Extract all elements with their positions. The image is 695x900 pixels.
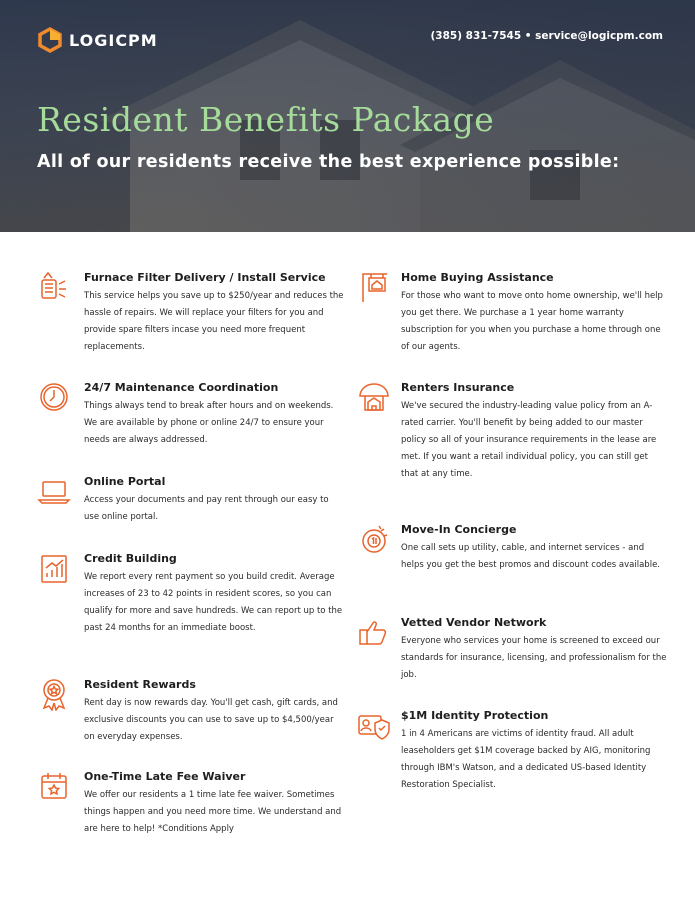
- credit-chart-icon: [37, 551, 71, 585]
- benefit-text: This service helps you save up to $250/year and reduces the hassle of repairs. We will replace your filters for you and provide spare filters incase you need more frequent replacements.: [84, 291, 344, 352]
- thumbs-up-icon: [357, 615, 391, 649]
- page-subtitle: All of our residents receive the best experience possible:: [37, 152, 620, 172]
- benefit-title: Renters Insurance: [401, 381, 515, 394]
- clock-icon: [37, 380, 71, 414]
- benefit-text: Everyone who services your home is screened to exceed our standards for insurance, licensing, and professionalism for the job.: [401, 636, 667, 680]
- benefit-text: We offer our residents a 1 time late fee waiver. Sometimes things happen and you need more time. We understand and are here to help! *Conditions Apply: [84, 790, 342, 834]
- calendar-star-icon: [37, 769, 71, 803]
- benefit-title: One-Time Late Fee Waiver: [84, 770, 246, 783]
- concierge-icon: [357, 522, 391, 556]
- logo-text: LOGICPM: [69, 30, 158, 50]
- benefit-text: We've secured the industry-leading value policy from an A-rated carrier. You'll benefit by being added to our master policy so all of your insurance requirements in the lease are met. If you want a retail individual policy, you can still get that at any time.: [401, 401, 657, 479]
- hero-banner: [0, 0, 695, 232]
- home-sign-icon: [357, 270, 391, 304]
- benefit-title: Move-In Concierge: [401, 523, 517, 536]
- benefit-title: Furnace Filter Delivery / Install Service: [84, 271, 326, 284]
- page-title: Resident Benefits Package: [37, 100, 495, 139]
- benefit-title: Resident Rewards: [84, 678, 196, 691]
- benefit-text: Access your documents and pay rent through our easy to use online portal.: [84, 495, 329, 522]
- benefit-text: Things always tend to break after hours and on weekends. We are available by phone or online 24/7 to ensure your needs are always addressed.: [84, 401, 334, 445]
- house-umbrella-icon: [357, 380, 391, 414]
- benefit-title: Vetted Vendor Network: [401, 616, 547, 629]
- benefit-title: $1M Identity Protection: [401, 709, 549, 722]
- benefit-text: Rent day is now rewards day. You'll get cash, gift cards, and exclusive discounts you can use to save up to $4,500/year on everyday expenses.: [84, 698, 338, 742]
- identity-shield-icon: [357, 708, 391, 742]
- furnace-filter-icon: [37, 270, 71, 304]
- award-ribbon-icon: [37, 677, 71, 711]
- benefit-title: Online Portal: [84, 475, 166, 488]
- logicpm-logo[interactable]: [37, 27, 158, 53]
- benefit-title: Home Buying Assistance: [401, 271, 554, 284]
- benefit-text: For those who want to move onto home ownership, we'll help you get there. We purchase a 1 year home warranty subscription for you when you purchase a home through one of our agents.: [401, 291, 663, 352]
- benefit-text: We report every rent payment so you build credit. Average increases of 23 to 42 points in resident scores, so you can qualify for more and save hundreds. We can report up to the past 24 months for an immediate boost.: [84, 572, 343, 633]
- laptop-icon: [37, 474, 71, 508]
- benefit-title: 24/7 Maintenance Coordination: [84, 381, 279, 394]
- hexagon-logo-icon: [37, 27, 63, 53]
- benefit-text: One call sets up utility, cable, and internet services - and helps you get the best promos and discount codes available.: [401, 543, 660, 570]
- benefit-title: Credit Building: [84, 552, 177, 565]
- benefit-text: 1 in 4 Americans are victims of identity fraud. All adult leaseholders get $1M coverage backed by AIG, monitoring through IBM's Watson, and a dedicated US-based Identity Restoration Specialist.: [401, 729, 651, 790]
- contact-info[interactable]: (385) 831-7545 • service@logicpm.com: [430, 30, 663, 42]
